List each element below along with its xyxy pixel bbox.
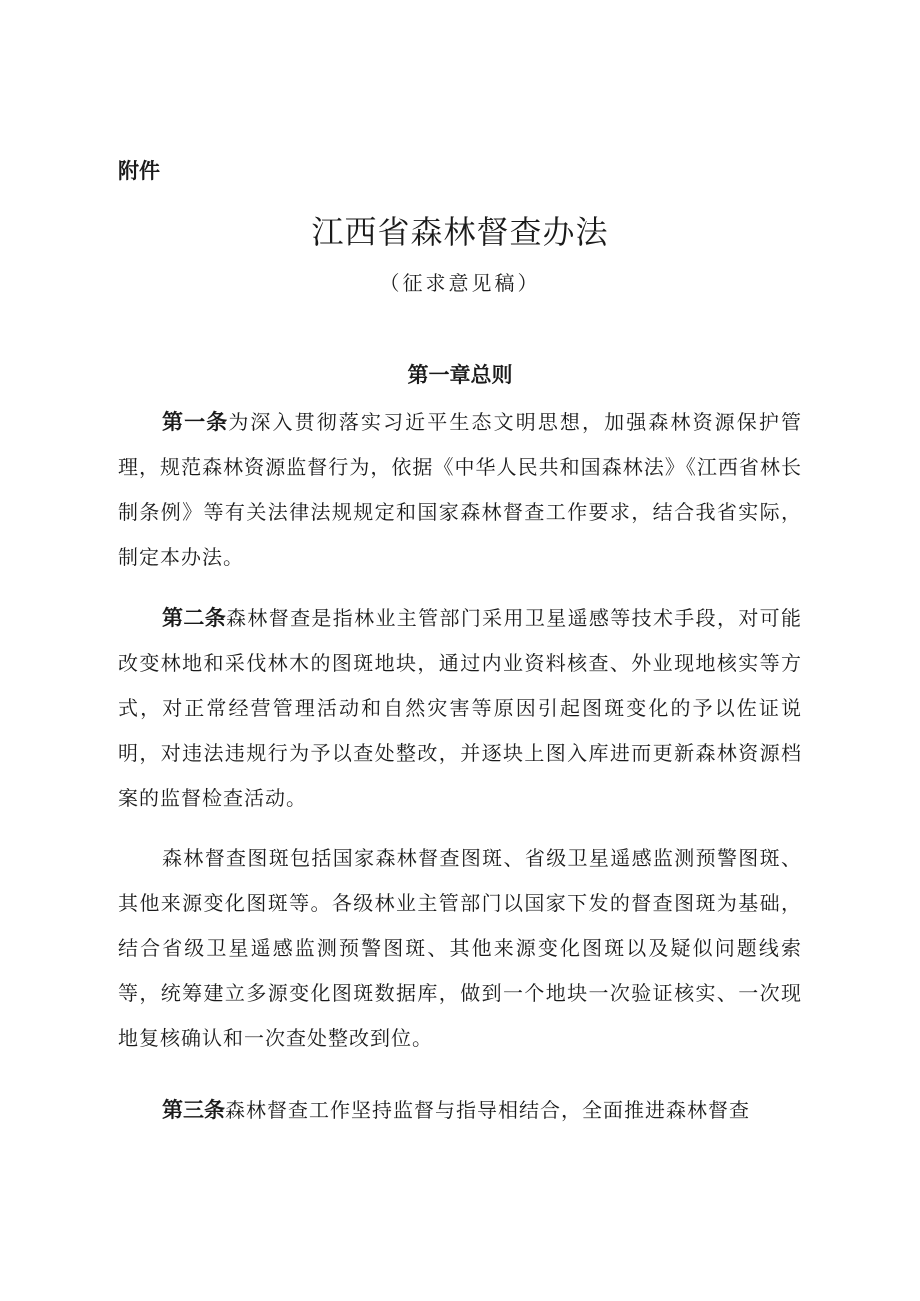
attachment-label: 附件 xyxy=(118,159,160,183)
article-3-label: 第三条 xyxy=(162,1098,225,1122)
article-1-label: 第一条 xyxy=(162,410,229,434)
article-3-paragraph xyxy=(118,1088,802,1133)
article-1-text: 为深入贯彻落实习近平生态文明思想，加强森林资源保护管理，规范森林资源监督行为，依据《中华人民共和国森林法》《江西省林长制条例》等有关法律法规规定和国家森林督查工作要求，结合我省实际，制定本办法。 xyxy=(118,410,803,569)
chapter-heading: 第一章总则 xyxy=(407,363,513,387)
article-2-paragraph xyxy=(118,596,802,821)
article-2-label: 第二条 xyxy=(162,606,227,630)
article-2-text: 森林督查是指林业主管部门采用卫星遥感等技术手段，对可能改变林地和采伐林木的图斑地块，通过内业资料核查、外业现地核实等方式，对正常经营管理活动和自然灾害等原因引起图斑变化的予以佐证说明，对违法违规行为予以查处整改，并逐块上图入库进而更新森林资源档案的监督检查活动。 xyxy=(118,606,803,810)
article-3-text: 森林督查工作坚持监督与指导相结合，全面推进森林督查 xyxy=(225,1098,750,1122)
document-title: 江西省森林督查办法 xyxy=(311,213,609,251)
article-2-continuation-text: 森林督查图斑包括国家森林督查图斑、省级卫星遥感监测预警图斑、其他来源变化图斑等。各级林业主管部门以国家下发的督查图斑为基础，结合省级卫星遥感监测预警图斑、其他来源变化图斑以及疑似问题线索等，统筹建立多源变化图斑数据库，做到一个地块一次验证核实、一次现地复核确认和一次查处整改到位。 xyxy=(118,846,802,1050)
article-1-paragraph xyxy=(118,400,802,580)
document-subtitle: （征求意见稿） xyxy=(379,271,541,295)
article-2-continuation-paragraph xyxy=(118,836,802,1061)
